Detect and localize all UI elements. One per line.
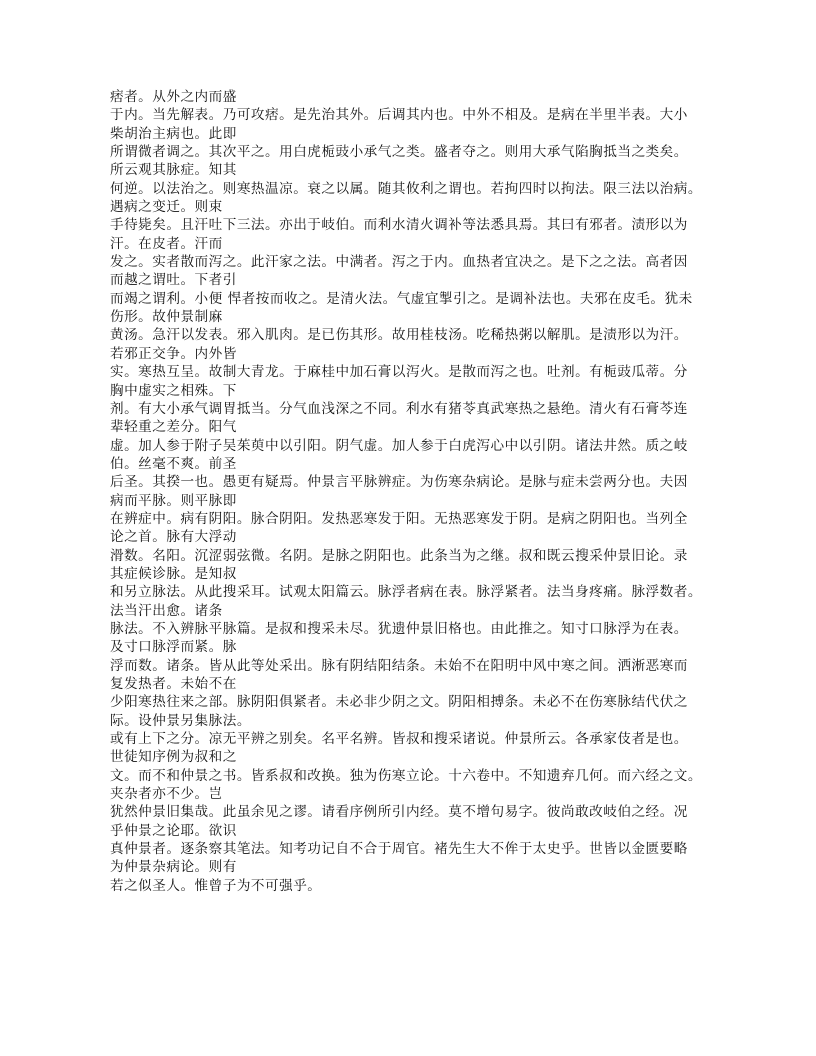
text-line: 发之。实者散而泻之。此汗家之法。中满者。泻之于内。血热者宜决之。是下之之法。高者因 bbox=[110, 254, 688, 271]
text-line: 世徒知序例为叔和之 bbox=[110, 749, 237, 766]
text-line: 若之似圣人。惟曾子为不可强乎。 bbox=[110, 877, 322, 894]
text-line: 浮而数。诸条。皆从此等处采出。脉有阴结阳结条。未始不在阳明中风中寒之间。洒淅恶寒而 bbox=[110, 657, 688, 674]
text-line: 黄汤。急汗以发表。邪入肌肉。是已伤其形。故用桂枝汤。吃稀热粥以解肌。是渍形以为汗。 bbox=[110, 327, 688, 344]
text-line: 复发热者。未始不在 bbox=[110, 676, 237, 692]
text-line: 伯。丝毫不爽。前圣 bbox=[110, 455, 237, 472]
text-line: 实。寒热互呈。故制大青龙。于麻桂中加石膏以泻火。是散而泻之也。吐剂。有栀豉瓜蒂。分 bbox=[110, 364, 688, 381]
text-line: 虚。加人参于附子吴茱萸中以引阳。阴气虚。加人参于白虎泻心中以引阴。诸法井然。质之岐 bbox=[110, 437, 688, 454]
text-line: 或有上下之分。凉无平辨之别矣。名平名辨。皆叔和搜采诸说。仲景所云。各承家伎者是也。 bbox=[110, 731, 688, 748]
text-line: 而越之谓吐。下者引 bbox=[110, 272, 237, 289]
text-line: 际。设仲景另集脉法。 bbox=[110, 712, 251, 729]
text-line: 所云观其脉症。知其 bbox=[110, 162, 237, 179]
text-line: 脉法。不入辨脉平脉篇。是叔和搜采未尽。犹遗仲景旧格也。由此推之。知寸口脉浮为在表。 bbox=[110, 620, 688, 637]
text-line: 和另立脉法。从此搜采耳。试观太阳篇云。脉浮者病在表。脉浮紧者。法当身疼痛。脉浮数者。 bbox=[110, 584, 702, 601]
text-line: 病而平脉。则平脉即 bbox=[110, 492, 237, 509]
text-line: 所谓微者调之。其次平之。用白虎栀豉小承气之类。盛者夺之。则用大承气陷胸抵当之类矣。 bbox=[110, 144, 688, 161]
text-line: 其症候诊脉。是知叔 bbox=[110, 565, 237, 582]
text-line: 汗。在皮者。汗而 bbox=[110, 235, 223, 252]
text-line: 滑数。名阳。沉涩弱弦微。名阴。是脉之阴阳也。此条当为之继。叔和既云搜采仲景旧论。录 bbox=[110, 547, 688, 564]
text-line: 遇病之变迁。则束 bbox=[110, 199, 223, 216]
text-line: 及寸口脉浮而紧。脉 bbox=[110, 639, 237, 656]
text-line: 柴胡治主病也。此即 bbox=[110, 125, 237, 142]
text-line: 法当汗出愈。诸条 bbox=[110, 602, 223, 619]
text-line: 论之首。脉有大浮动 bbox=[110, 529, 237, 546]
text-line: 何逆。以法治之。则寒热温凉。衰之以属。随其攸利之谓也。若拘四时以拘法。限三法以治病。 bbox=[110, 180, 702, 197]
text-line: 后圣。其揆一也。愚更有疑焉。仲景言平脉辨症。为伤寒杂病论。是脉与症未尝两分也。夫因 bbox=[110, 474, 688, 491]
text-line: 辈轻重之差分。阳气 bbox=[110, 419, 237, 436]
text-line: 文。而不和仲景之书。皆系叔和改换。独为伤寒立论。十六卷中。不知遗弃几何。而六经之文。 bbox=[110, 767, 702, 784]
text-line: 少阳寒热往来之部。脉阴阳俱紧者。未必非少阴之文。阴阳相搏条。未必不在伤寒脉结代伏之 bbox=[110, 694, 688, 711]
text-line: 在辨症中。病有阴阳。脉合阴阳。发热恶寒发于阳。无热恶寒发于阴。是病之阴阳也。当列全 bbox=[110, 510, 688, 527]
text-line: 手待毙矣。且汗吐下三法。亦出于岐伯。而利水清火调补等法悉具焉。其曰有邪者。渍形以为 bbox=[110, 217, 688, 234]
document-page bbox=[110, 88, 710, 895]
text-line: 剂。有大小承气调胃抵当。分气血浅深之不同。利水有猪苓真武寒热之悬绝。清火有石膏芩连 bbox=[110, 400, 688, 417]
text-line: 乎仲景之论耶。欲识 bbox=[110, 822, 237, 839]
text-line: 夹杂者亦不少。岂 bbox=[110, 786, 223, 803]
text-line: 伤形。故仲景制麻 bbox=[110, 309, 223, 326]
text-line: 于内。当先解表。乃可攻痞。是先治其外。后调其内也。中外不相及。是病在半里半表。大小 bbox=[110, 107, 688, 124]
text-line: 犹然仲景旧集哉。此虽余见之谬。请看序例所引内经。莫不增句易字。彼尚敢改岐伯之经。况 bbox=[110, 804, 688, 821]
text-line: 而竭之谓利。小便 悍者按而收之。是清火法。气虚宜掣引之。是调补法也。夫邪在皮毛。犹未 bbox=[110, 290, 693, 307]
text-line: 痞者。从外之内而盛 bbox=[110, 89, 237, 105]
text-line: 若邪正交争。内外皆 bbox=[110, 345, 237, 362]
text-line: 胸中虚实之相殊。下 bbox=[110, 382, 237, 399]
text-line: 真仲景者。逐条察其笔法。知考功记自不合于周官。褚先生大不侔于太史乎。世皆以金匮要略 bbox=[110, 841, 688, 858]
text-line: 为仲景杂病论。则有 bbox=[110, 859, 237, 876]
